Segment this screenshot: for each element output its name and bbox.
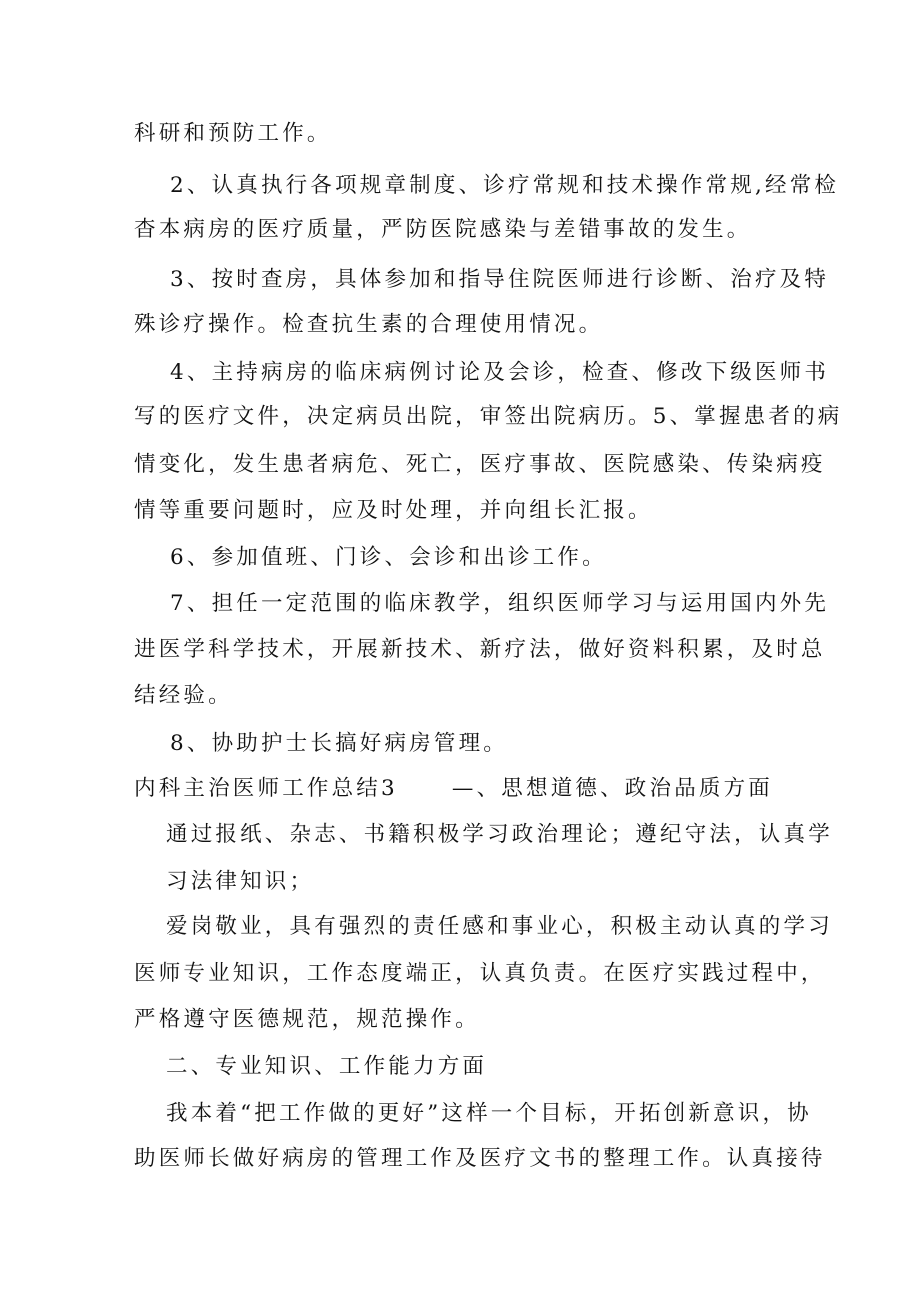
paragraph-line: 严格遵守医德规范，规范操作。 bbox=[134, 1007, 480, 1032]
paragraph-line: 医师专业知识，工作态度端正，认真负责。在医疗实践过程中， bbox=[134, 961, 826, 986]
paragraph-line: 习法律知识； bbox=[166, 869, 315, 894]
paragraph-line: 2、认真执行各项规章制度、诊疗常规和技术操作常规,经常检 bbox=[170, 173, 840, 198]
paragraph-line: 殊诊疗操作。检查抗生素的合理使用情况。 bbox=[134, 312, 604, 337]
paragraph-line: 我本着“把工作做的更好”这样一个目标，开拓创新意识，协 bbox=[166, 1101, 812, 1126]
paragraph-line: 杳本病房的医疗质量，严防医院感染与差错事故的发生。 bbox=[134, 217, 752, 242]
paragraph-line: 进医学科学技术，开展新技术、新疗法，做好资料积累，及时总 bbox=[134, 637, 826, 662]
paragraph-line: 情等重要问题时，应及时处理，并向组长汇报。 bbox=[134, 498, 653, 523]
document-title: 内科主治医师工作总结3 bbox=[134, 776, 398, 801]
section-title: —、思想道德、政治品质方面 bbox=[451, 776, 773, 801]
paragraph-line: 4、主持病房的临床病例讨论及会诊，检查、修改下级医师书 bbox=[170, 360, 830, 385]
paragraph-line: 3、按时查房，具体参加和指导住院医师进行诊断、治疗及特 bbox=[170, 267, 830, 292]
paragraph-line: 6、参加值班、门诊、会诊和出诊工作。 bbox=[170, 545, 607, 570]
paragraph-line: 8、协助护士长搞好病房管理。 bbox=[170, 731, 508, 756]
paragraph-line: 写的医疗文件，决定病员出院，审签出院病历。5、掌握患者的病 bbox=[134, 404, 843, 429]
paragraph-line: 爱岗敬业，具有强烈的责任感和事业心，积极主动认真的学习 bbox=[166, 914, 833, 939]
paragraph-line: 科研和预防工作。 bbox=[134, 121, 332, 146]
paragraph-line: 7、担任一定范围的临床教学，组织医师学习与运用国内外先 bbox=[170, 591, 830, 616]
paragraph-line: 通过报纸、杂志、书籍积极学习政治理论；遵纪守法，认真学 bbox=[166, 822, 833, 847]
paragraph-line: 结经验。 bbox=[134, 683, 233, 708]
section-heading bbox=[134, 773, 794, 805]
section-heading-2: 二、专业知识、工作能力方面 bbox=[166, 1054, 488, 1079]
paragraph-line: 助医师长做好病房的管理工作及医疗文书的整理工作。认真接待 bbox=[134, 1146, 826, 1171]
paragraph-line: 情变化，发生患者病危、死亡，医疗事故、医院感染、传染病疫 bbox=[134, 452, 826, 477]
